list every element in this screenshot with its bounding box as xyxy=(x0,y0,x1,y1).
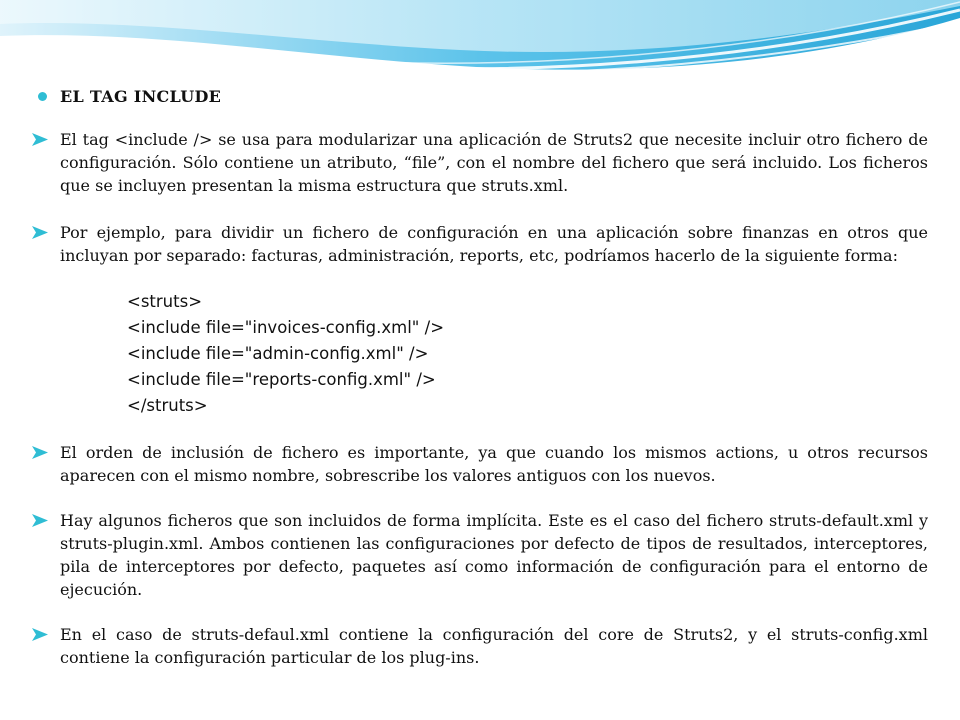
code-block xyxy=(127,289,928,419)
code-line: <include file="invoices-config.xml" /> xyxy=(127,318,445,337)
paragraph-example xyxy=(32,221,928,267)
code-line: <include file="admin-config.xml" /> xyxy=(127,344,429,363)
arrow-bullet-icon xyxy=(32,509,60,527)
code-line: </struts> xyxy=(127,396,208,415)
heading-row xyxy=(32,80,928,112)
paragraph-text: Por ejemplo, para dividir un fichero de configuración en una aplicación sobre finanzas en otros que incluyan por separado: facturas, administración, reports, etc, podríamos hacerlo de la siguiente forma: xyxy=(60,223,928,265)
paragraph-include-tag xyxy=(32,128,928,197)
code-line: <struts> xyxy=(127,292,203,311)
arrow-bullet-icon xyxy=(32,128,60,146)
slide-content xyxy=(32,80,928,669)
paragraph-text: El tag <include /> se usa para modularizar una aplicación de Struts2 que necesite incluir otro fichero de configuración. Sólo contiene un atributo, “file”, con el nombre del fichero que será incluido. Los ficheros que se incluyen presentan la misma estructura que struts.xml. xyxy=(60,130,928,195)
paragraph-include-order xyxy=(32,441,928,487)
arrow-bullet-icon xyxy=(32,221,60,239)
dot-bullet-icon xyxy=(38,92,47,101)
wave-header-decoration xyxy=(0,0,960,80)
arrow-bullet-icon xyxy=(32,623,60,641)
paragraph-text: Hay algunos ficheros que son incluidos de forma implícita. Este es el caso del fichero struts-default.xml y struts-plugin.xml. Ambos contienen las configuraciones por defecto de tipos de resultados, interceptores, pila de interceptores por defecto, paquetes así como información de configuración para el entorno de ejecución. xyxy=(60,511,928,599)
arrow-bullet-icon xyxy=(32,441,60,459)
paragraph-struts-default xyxy=(32,623,928,669)
paragraph-text: El orden de inclusión de fichero es importante, ya que cuando los mismos actions, u otros recursos aparecen con el mismo nombre, sobrescribe los valores antiguos con los nuevos. xyxy=(60,443,928,485)
paragraph-text: En el caso de struts-defaul.xml contiene la configuración del core de Struts2, y el struts-config.xml contiene la configuración particular de los plug-ins. xyxy=(60,625,928,667)
slide-heading: EL TAG INCLUDE xyxy=(60,86,222,106)
paragraph-implicit-files xyxy=(32,509,928,601)
code-line: <include file="reports-config.xml" /> xyxy=(127,370,436,389)
